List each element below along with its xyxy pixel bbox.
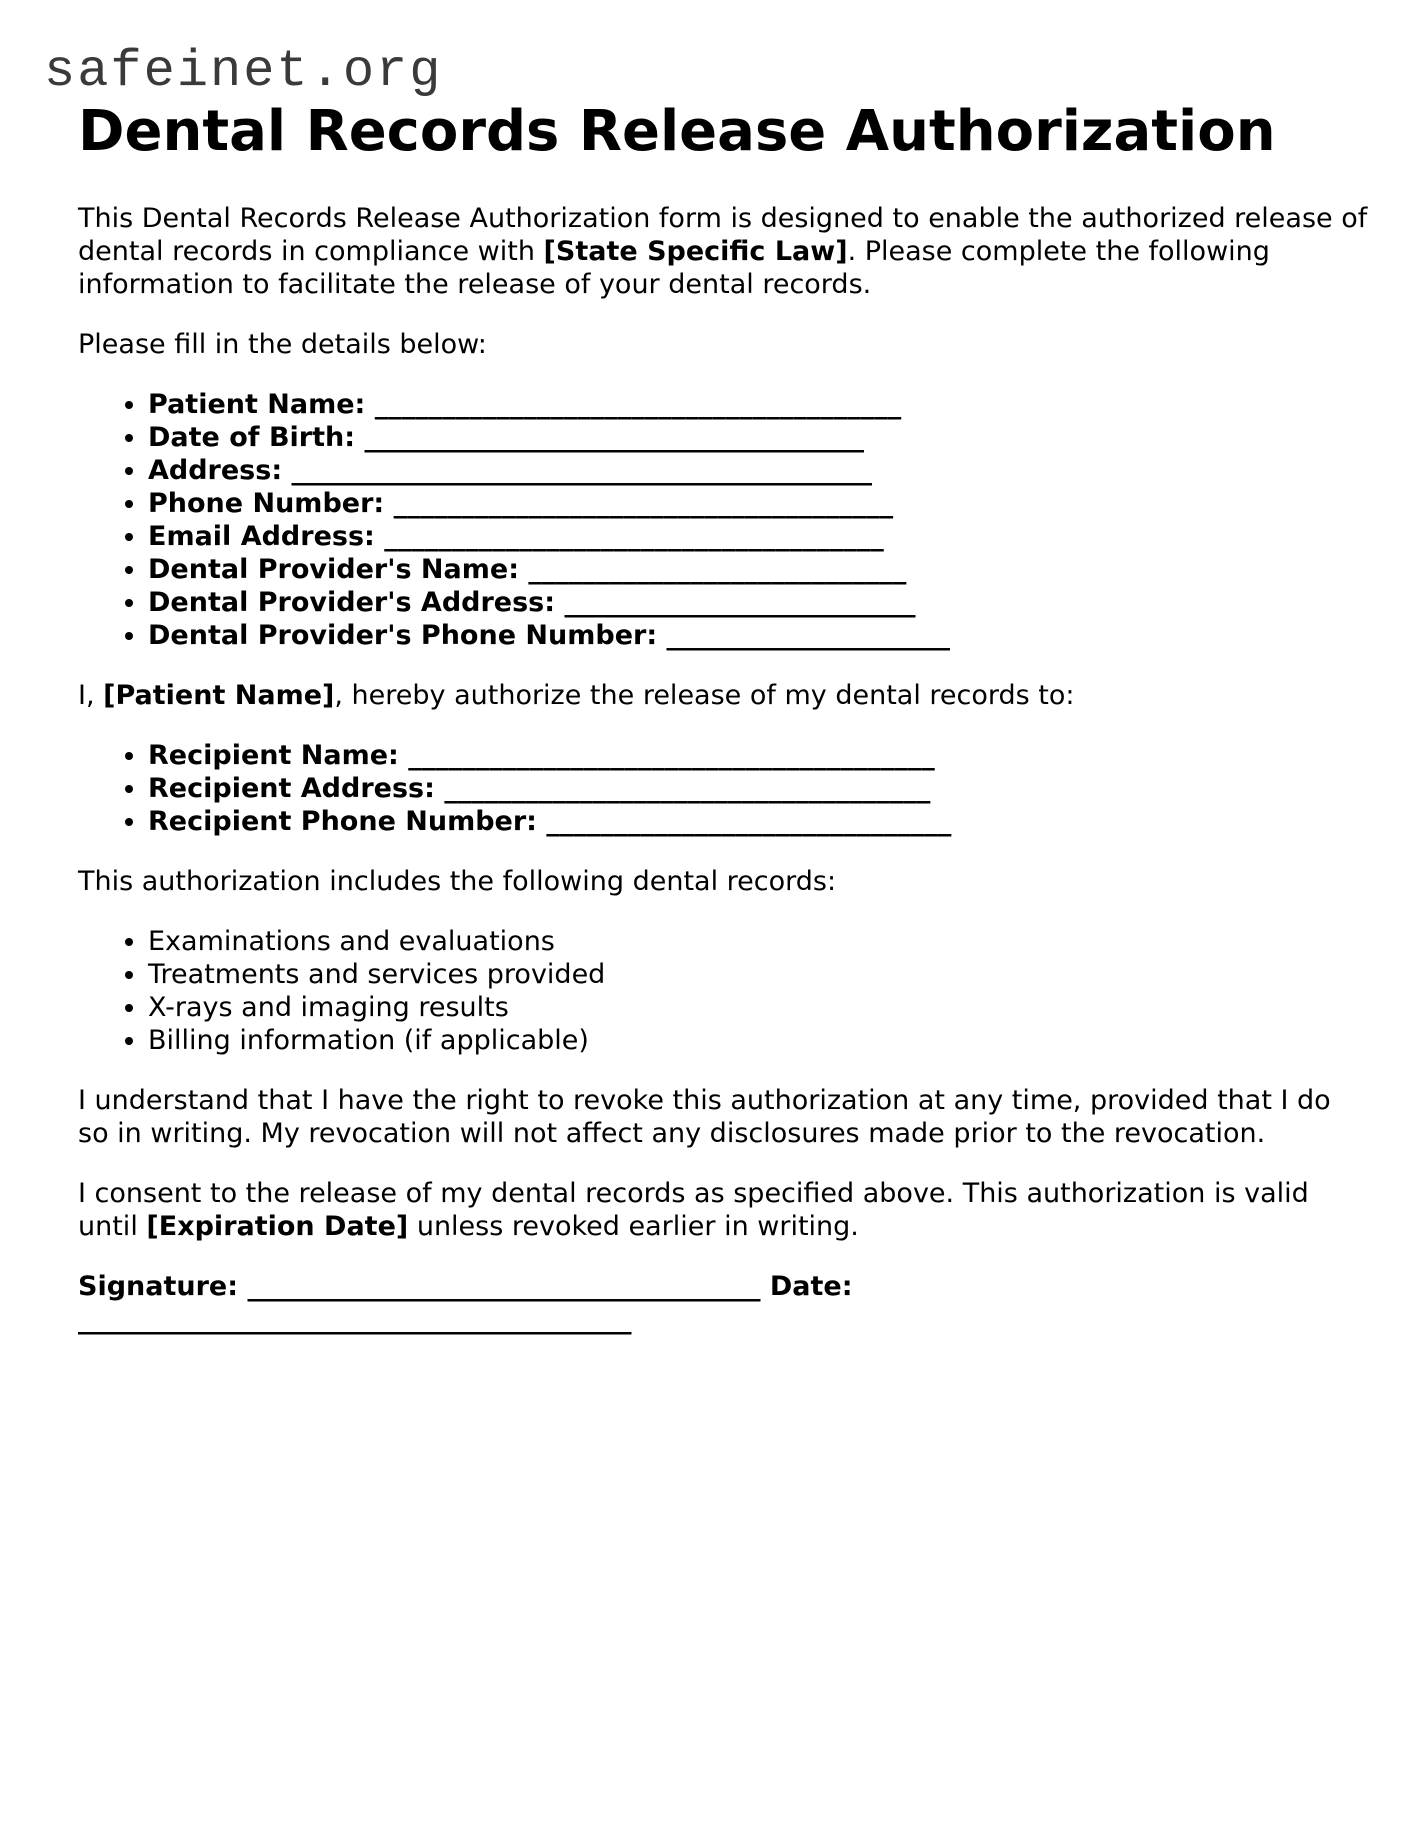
field-phone-number[interactable]: [148, 487, 1368, 520]
field-provider-name[interactable]: [148, 553, 1368, 586]
field-blank[interactable]: _____________________________________: [364, 422, 864, 453]
field-recipient-name[interactable]: [148, 739, 1368, 772]
document-page: [78, 100, 1368, 1336]
field-blank[interactable]: ___________________________________________: [291, 455, 873, 486]
field-label: Phone Number:: [148, 488, 385, 519]
date-label: Date:: [769, 1271, 853, 1302]
list-item: • Billing information (if applicable): [148, 1024, 1368, 1057]
state-law-placeholder: [State Specific Law]: [543, 236, 848, 267]
field-blank[interactable]: __________________________: [564, 587, 916, 618]
field-blank[interactable]: _______________________________________: [374, 389, 902, 420]
authorize-paragraph: [78, 679, 1368, 712]
consent-text-after: unless revoked earlier in writing.: [408, 1211, 859, 1242]
field-blank[interactable]: ____________________________: [528, 554, 907, 585]
field-label: Dental Provider's Address:: [148, 587, 556, 618]
field-address[interactable]: [148, 454, 1368, 487]
recipient-fields-list: [78, 739, 1368, 838]
field-blank[interactable]: ______________________________: [546, 806, 952, 837]
signature-blank[interactable]: ______________________________________: [247, 1271, 761, 1302]
field-provider-address[interactable]: [148, 586, 1368, 619]
includes-prompt: This authorization includes the following dental records:: [78, 866, 837, 897]
page-title: Dental Records Release Authorization: [78, 99, 1276, 164]
field-patient-name[interactable]: [148, 388, 1368, 421]
field-recipient-phone[interactable]: [148, 805, 1368, 838]
consent-paragraph: [78, 1177, 1368, 1243]
field-recipient-address[interactable]: [148, 772, 1368, 805]
patient-fields-list: [78, 388, 1368, 652]
field-label: Email Address:: [148, 521, 375, 552]
signature-label: Signature:: [78, 1271, 239, 1302]
field-blank[interactable]: _____________________: [666, 620, 951, 651]
list-item: • Treatments and services provided: [148, 958, 1368, 991]
list-item: • Examinations and evaluations: [148, 925, 1368, 958]
watermark: safeinet.org: [44, 42, 443, 101]
field-blank[interactable]: _____________________________________: [384, 521, 884, 552]
intro-text-after: . Please complete the following information to facilitate the release of your dental records.: [78, 236, 1270, 300]
field-blank[interactable]: ____________________________________: [444, 773, 931, 804]
field-label: Patient Name:: [148, 389, 366, 420]
patient-name-placeholder: [Patient Name]: [103, 680, 335, 711]
field-label: Recipient Address:: [148, 773, 435, 804]
list-item: • X-rays and imaging results: [148, 991, 1368, 1024]
revoke-paragraph: I understand that I have the right to revoke this authorization at any time, provided that I do so in writing. My revocation will not affect any disclosures made prior to the revocation.: [78, 1085, 1331, 1149]
signature-line: [78, 1270, 1368, 1336]
fill-prompt: Please fill in the details below:: [78, 329, 487, 360]
field-provider-phone[interactable]: [148, 619, 1368, 652]
record-types-list: [78, 925, 1368, 1057]
field-label: Dental Provider's Phone Number:: [148, 620, 658, 651]
field-label: Address:: [148, 455, 283, 486]
expiration-date-placeholder: [Expiration Date]: [146, 1211, 409, 1242]
field-email-address[interactable]: [148, 520, 1368, 553]
consent-text-before: I consent to the release of my dental records as specified above. This authorization is valid until: [78, 1178, 1309, 1242]
authorize-text-after: , hereby authorize the release of my dental records to:: [334, 680, 1075, 711]
field-label: Recipient Name:: [148, 740, 399, 771]
intro-text-before: This Dental Records Release Authorization form is designed to enable the authorized release of dental records in compliance with: [78, 203, 1368, 267]
authorize-text-before: I,: [78, 680, 104, 711]
intro-paragraph: [78, 202, 1368, 301]
field-label: Dental Provider's Name:: [148, 554, 519, 585]
field-date-of-birth[interactable]: [148, 421, 1368, 454]
field-label: Recipient Phone Number:: [148, 806, 537, 837]
field-label: Date of Birth:: [148, 422, 356, 453]
field-blank[interactable]: _______________________________________: [408, 740, 935, 771]
date-blank[interactable]: _________________________________________: [78, 1304, 632, 1335]
field-blank[interactable]: _____________________________________: [393, 488, 894, 519]
